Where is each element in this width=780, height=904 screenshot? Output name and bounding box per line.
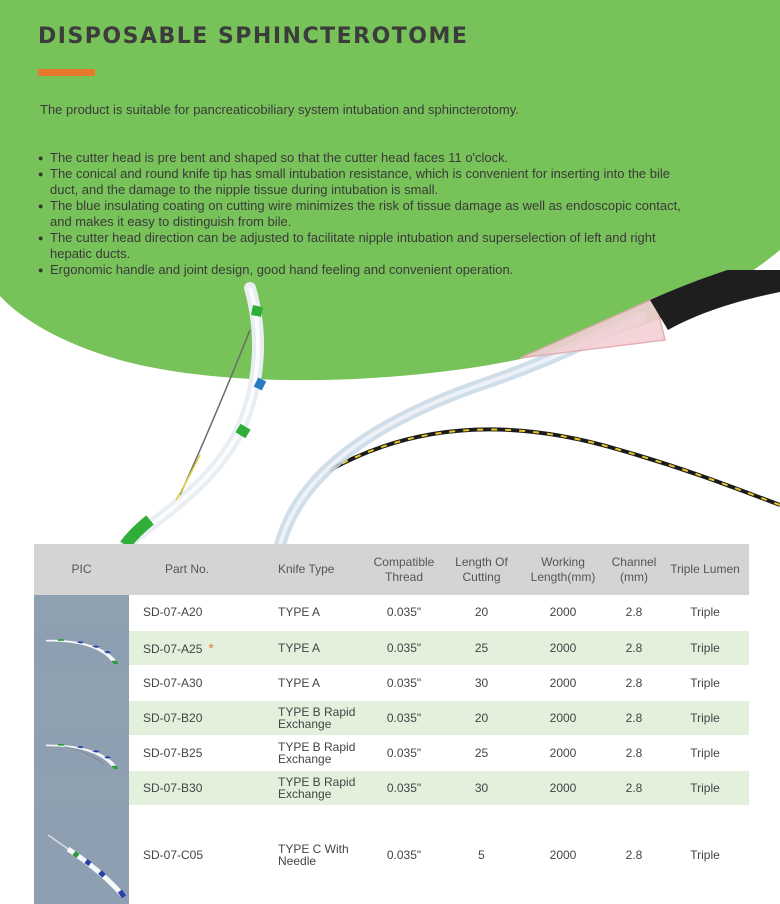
thread-cell: 0.035" <box>364 595 444 630</box>
lumen-cell: Triple <box>661 595 749 630</box>
lumen-cell: Triple <box>661 700 749 735</box>
length-cell: 30 <box>444 665 519 700</box>
working-length-cell: 2000 <box>519 735 607 770</box>
type-b-product-thumbnail <box>34 700 129 805</box>
table-row <box>34 805 749 904</box>
feature-item: ● The blue insulating coating on cutting wire minimizes the risk of tissue damage as well as endoscopic contact, and makes it easy to distinguish from bile. <box>38 198 688 230</box>
column-header-working-length: Working Length(mm) <box>519 544 607 595</box>
part-no-text: SD-07-A25 <box>143 641 203 656</box>
lumen-cell: Triple <box>661 805 749 904</box>
table-row <box>34 700 749 735</box>
length-cell: 20 <box>444 700 519 735</box>
thread-cell: 0.035" <box>364 805 444 904</box>
column-header-channel: Channel (mm) <box>607 544 661 595</box>
table-row <box>34 595 749 630</box>
channel-cell: 2.8 <box>607 665 661 700</box>
table-row <box>34 665 749 700</box>
page-title: DISPOSABLE SPHINCTEROTOME <box>38 24 469 49</box>
thread-cell: 0.035" <box>364 770 444 805</box>
channel-cell: 2.8 <box>607 595 661 630</box>
length-cell: 5 <box>444 805 519 904</box>
table-row <box>34 735 749 770</box>
thread-cell: 0.035" <box>364 665 444 700</box>
part-no-cell: SD-07-B30 <box>129 770 272 805</box>
lumen-cell: Triple <box>661 770 749 805</box>
part-no-cell: SD-07-C05 <box>129 805 272 904</box>
type-c-product-thumbnail <box>34 805 129 904</box>
part-no-cell <box>129 630 272 665</box>
lumen-cell: Triple <box>661 630 749 665</box>
working-length-cell: 2000 <box>519 805 607 904</box>
length-cell: 30 <box>444 770 519 805</box>
part-no-cell: SD-07-B20 <box>129 700 272 735</box>
column-header-knife-type: Knife Type <box>272 544 364 595</box>
column-header-part-no: Part No. <box>129 544 272 595</box>
feature-item: ● The cutter head is pre bent and shaped so that the cutter head faces 11 o'clock. <box>38 150 688 166</box>
knife-type-cell: TYPE B Rapid Exchange <box>272 700 364 735</box>
column-header-lumen: Triple Lumen <box>661 544 749 595</box>
column-header-length: Length Of Cutting <box>444 544 519 595</box>
knife-type-cell: TYPE B Rapid Exchange <box>272 770 364 805</box>
table-row <box>34 630 749 665</box>
table-row <box>34 770 749 805</box>
knife-type-cell: TYPE A <box>272 630 364 665</box>
knife-type-cell: TYPE B Rapid Exchange <box>272 735 364 770</box>
length-cell: 25 <box>444 735 519 770</box>
knife-type-cell: TYPE C With Needle <box>272 805 364 904</box>
feature-item: ● The conical and round knife tip has small intubation resistance, which is convenient for inserting into the bile duct, and the damage to the nipple tissue during intubation is small. <box>38 166 688 198</box>
length-cell: 25 <box>444 630 519 665</box>
channel-cell: 2.8 <box>607 805 661 904</box>
lumen-cell: Triple <box>661 735 749 770</box>
table-header-row <box>34 544 749 595</box>
title-accent-bar <box>38 69 95 76</box>
column-header-pic: PIC <box>34 544 129 595</box>
thread-cell: 0.035" <box>364 700 444 735</box>
channel-cell: 2.8 <box>607 700 661 735</box>
part-no-cell: SD-07-B25 <box>129 735 272 770</box>
thread-cell: 0.035" <box>364 630 444 665</box>
knife-type-cell: TYPE A <box>272 595 364 630</box>
part-no-cell: SD-07-A30 <box>129 665 272 700</box>
column-header-thread: Compatible Thread <box>364 544 444 595</box>
channel-cell: 2.8 <box>607 770 661 805</box>
type-a-product-thumbnail <box>34 595 129 700</box>
working-length-cell: 2000 <box>519 665 607 700</box>
working-length-cell: 2000 <box>519 770 607 805</box>
working-length-cell: 2000 <box>519 700 607 735</box>
intro-text: The product is suitable for pancreaticobiliary system intubation and sphincterotomy. <box>40 102 519 117</box>
part-no-cell: SD-07-A20 <box>129 595 272 630</box>
recommended-star: * <box>208 639 214 656</box>
working-length-cell: 2000 <box>519 595 607 630</box>
lumen-cell: Triple <box>661 665 749 700</box>
feature-item: ● The cutter head direction can be adjusted to facilitate nipple intubation and superselection of left and right hepatic ducts. <box>38 230 688 262</box>
length-cell: 20 <box>444 595 519 630</box>
feature-item: ● Ergonomic handle and joint design, good hand feeling and convenient operation. <box>38 262 688 278</box>
specification-table <box>34 544 749 904</box>
knife-type-cell: TYPE A <box>272 665 364 700</box>
sphincterotome-product-image <box>0 270 780 550</box>
working-length-cell: 2000 <box>519 630 607 665</box>
channel-cell: 2.8 <box>607 735 661 770</box>
feature-list <box>38 150 688 278</box>
thread-cell: 0.035" <box>364 735 444 770</box>
channel-cell: 2.8 <box>607 630 661 665</box>
